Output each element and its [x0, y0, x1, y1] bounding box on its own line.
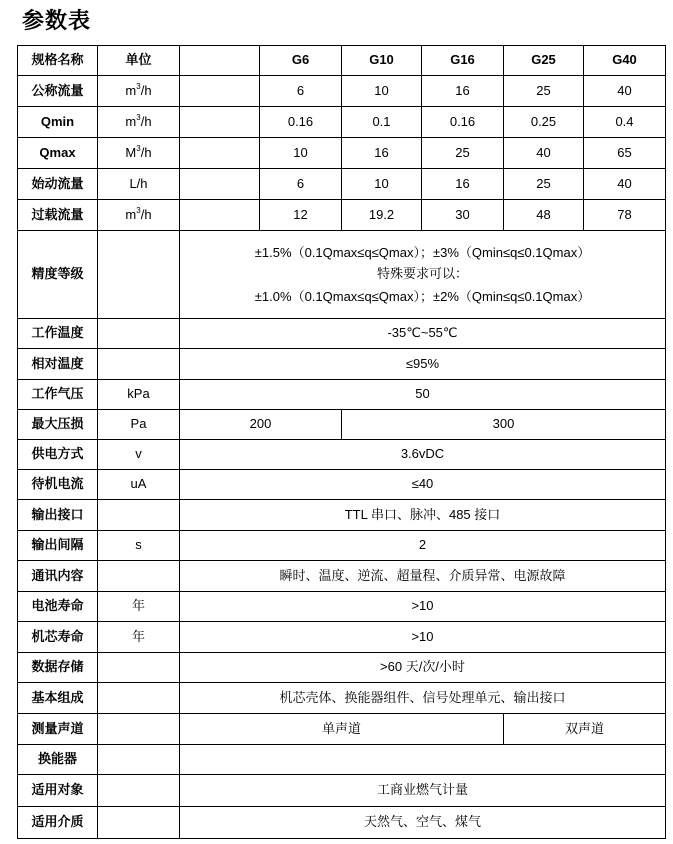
header-row [18, 46, 666, 76]
row-cell: 12 [260, 200, 342, 231]
table-row [18, 745, 666, 775]
row-value: >10 [180, 592, 666, 622]
row-cell: 0.1 [342, 107, 422, 138]
row-cell: 0.25 [504, 107, 584, 138]
row-label: 输出接口 [18, 500, 98, 531]
table-row [18, 531, 666, 561]
row-unit [98, 775, 180, 807]
row-cell: 40 [584, 76, 666, 107]
row-label: 适用介质 [18, 807, 98, 839]
row-cell: 0.4 [584, 107, 666, 138]
row-value: 2 [180, 531, 666, 561]
row-value: ≤40 [180, 470, 666, 500]
row-label: 供电方式 [18, 440, 98, 470]
accuracy-line: ±1.0%（0.1Qmax≤q≤Qmax）；±2%（Qmin≤q≤0.1Qmax） [254, 288, 591, 304]
row-blank [180, 138, 260, 169]
row-cell: 16 [342, 138, 422, 169]
table-row [18, 231, 666, 319]
row-value: 3.6vDC [180, 440, 666, 470]
row-cell: 0.16 [422, 107, 504, 138]
row-unit: L/h [98, 169, 180, 200]
row-value: ≤95% [180, 349, 666, 380]
page-title: 参数表 [22, 9, 92, 34]
header-unit: 单位 [98, 46, 180, 76]
table-row [18, 470, 666, 500]
row-unit [98, 714, 180, 745]
row-label: Qmax [18, 138, 98, 169]
row-value: -35℃~55℃ [180, 319, 666, 349]
row-cell: 25 [422, 138, 504, 169]
row-unit: 年 [98, 622, 180, 653]
table-row [18, 500, 666, 531]
row-unit: kPa [98, 380, 180, 410]
table-row [18, 775, 666, 807]
table-row [18, 622, 666, 653]
row-label: 机芯寿命 [18, 622, 98, 653]
row-label: 适用对象 [18, 775, 98, 807]
row-label: 换能器 [18, 745, 98, 775]
accuracy-line: 特殊要求可以： [376, 266, 468, 282]
table-row [18, 169, 666, 200]
row-blank [180, 200, 260, 231]
row-value: TTL 串口、脉冲、485 接口 [180, 500, 666, 531]
row-unit: $m^3/h$ [98, 76, 180, 107]
row-cell: 10 [342, 169, 422, 200]
table-row [18, 349, 666, 380]
row-value: 工商业燃气计量 [180, 775, 666, 807]
row-unit [98, 683, 180, 714]
row-value: 双声道 [504, 714, 666, 745]
header-model: G16 [422, 46, 504, 76]
row-value: 天然气、空气、煤气 [180, 807, 666, 839]
row-value: 50 [180, 380, 666, 410]
row-value: 瞬时、温度、逆流、超量程、介质异常、电源故障 [180, 561, 666, 592]
row-label: 精度等级 [18, 231, 98, 319]
row-label: 数据存储 [18, 653, 98, 683]
row-blank [180, 76, 260, 107]
row-label: 公称流量 [18, 76, 98, 107]
table-row [18, 410, 666, 440]
row-cell: 10 [260, 138, 342, 169]
row-cell: 78 [584, 200, 666, 231]
row-label: 待机电流 [18, 470, 98, 500]
header-model: G40 [584, 46, 666, 76]
row-unit [98, 561, 180, 592]
header-model: G10 [342, 46, 422, 76]
row-blank [180, 169, 260, 200]
accuracy-line: ±1.5%（0.1Qmax≤q≤Qmax）；±3%（Qmin≤q≤0.1Qmax） [254, 244, 591, 260]
table-row [18, 807, 666, 839]
table-row [18, 107, 666, 138]
row-unit: 年 [98, 592, 180, 622]
row-blank [180, 107, 260, 138]
row-label: 测量声道 [18, 714, 98, 745]
row-unit: $M^3/h$ [98, 138, 180, 169]
row-unit: v [98, 440, 180, 470]
spec-table [17, 45, 666, 839]
row-label: 过载流量 [18, 200, 98, 231]
row-value: >60 天/次/小时 [180, 653, 666, 683]
row-cell: 16 [422, 169, 504, 200]
row-unit: $m^3/h$ [98, 200, 180, 231]
row-cell: 6 [260, 169, 342, 200]
row-cell: 16 [422, 76, 504, 107]
row-value: 单声道 [180, 714, 504, 745]
row-cell: 65 [584, 138, 666, 169]
header-model: G25 [504, 46, 584, 76]
table-row [18, 592, 666, 622]
row-value: >10 [180, 622, 666, 653]
table-row [18, 138, 666, 169]
row-cell: 30 [422, 200, 504, 231]
row-cell: 0.16 [260, 107, 342, 138]
row-unit: Pa [98, 410, 180, 440]
header-model: G6 [260, 46, 342, 76]
header-label: 规格名称 [18, 46, 98, 76]
row-label: 最大压损 [18, 410, 98, 440]
row-unit: uA [98, 470, 180, 500]
row-cell: 40 [584, 169, 666, 200]
table-row [18, 683, 666, 714]
table-row [18, 653, 666, 683]
row-label: 始动流量 [18, 169, 98, 200]
table-row [18, 440, 666, 470]
accuracy-cell [180, 231, 666, 319]
table-row [18, 380, 666, 410]
row-label: 工作温度 [18, 319, 98, 349]
row-unit: s [98, 531, 180, 561]
header-blank [180, 46, 260, 76]
row-value: 机芯壳体、换能器组件、信号处理单元、输出接口 [180, 683, 666, 714]
row-cell: 19.2 [342, 200, 422, 231]
row-cell: 25 [504, 76, 584, 107]
row-unit [98, 807, 180, 839]
row-unit [98, 500, 180, 531]
table-row [18, 319, 666, 349]
table-row [18, 200, 666, 231]
row-label: 基本组成 [18, 683, 98, 714]
row-unit [98, 349, 180, 380]
row-label: 工作气压 [18, 380, 98, 410]
row-cell: 48 [504, 200, 584, 231]
row-unit [98, 319, 180, 349]
table-row [18, 561, 666, 592]
row-unit [98, 745, 180, 775]
row-unit [98, 231, 180, 319]
row-cell: 40 [504, 138, 584, 169]
row-cell: 6 [260, 76, 342, 107]
row-unit: $m^3/h$ [98, 107, 180, 138]
row-value: 200 [180, 410, 342, 440]
row-cell: 25 [504, 169, 584, 200]
row-label: Qmin [18, 107, 98, 138]
row-label: 通讯内容 [18, 561, 98, 592]
row-label: 输出间隔 [18, 531, 98, 561]
table-row [18, 714, 666, 745]
row-label: 电池寿命 [18, 592, 98, 622]
table-row [18, 76, 666, 107]
row-label: 相对温度 [18, 349, 98, 380]
row-unit [98, 653, 180, 683]
row-value [180, 745, 666, 775]
row-cell: 10 [342, 76, 422, 107]
row-value: 300 [342, 410, 666, 440]
